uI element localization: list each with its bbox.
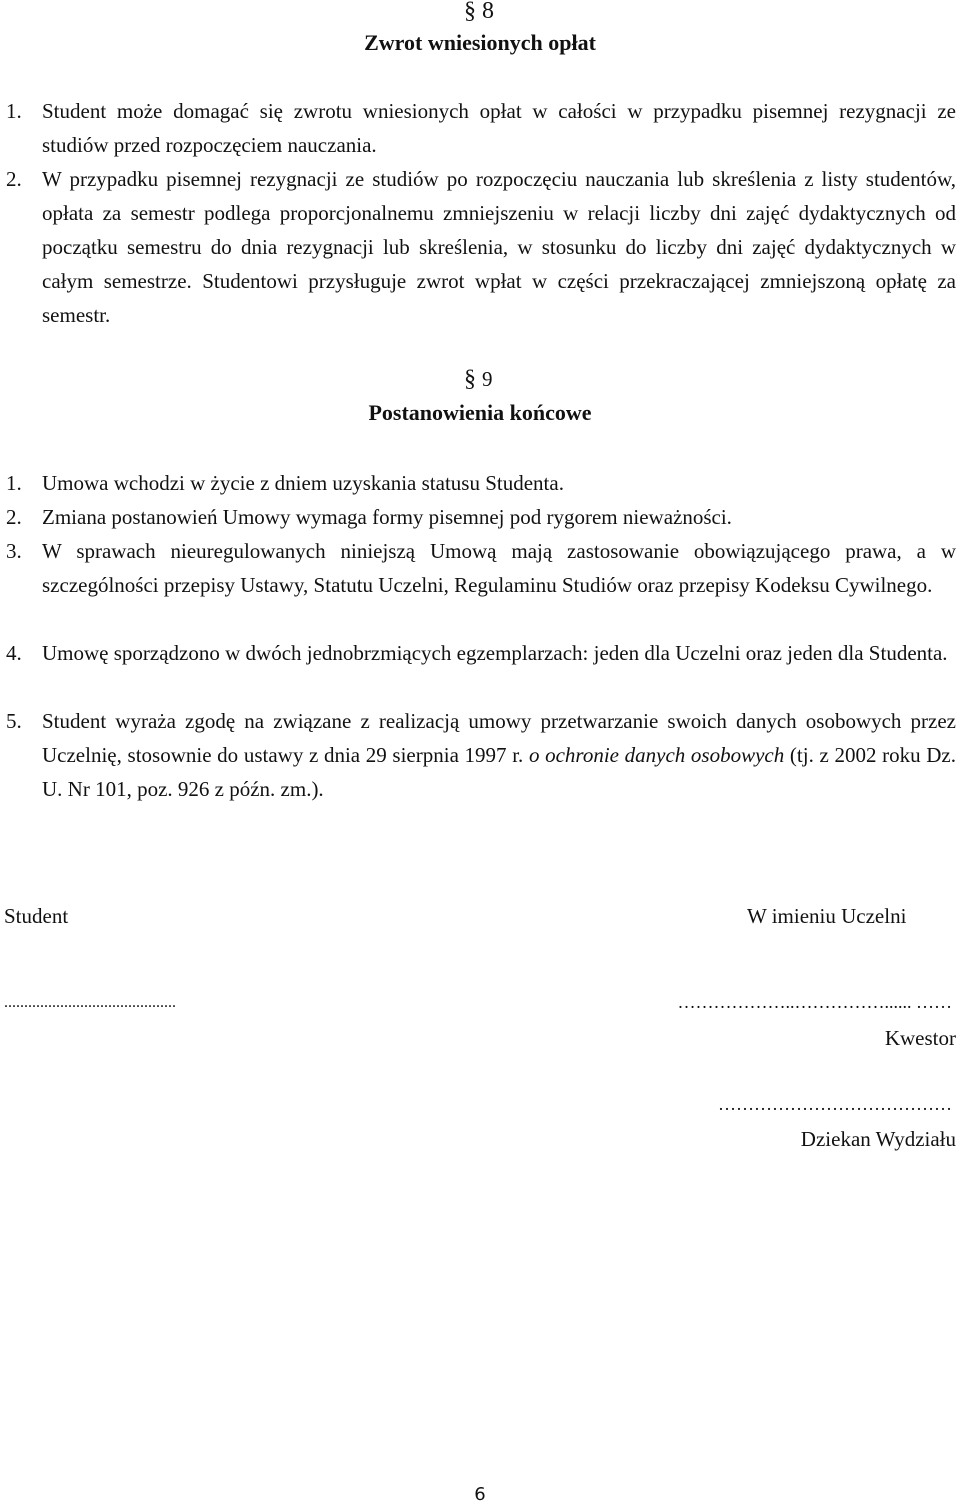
list-item-number: 2. xyxy=(6,505,22,529)
section-8-number: § 8 xyxy=(464,0,494,24)
kwestor-signature-line: ………………..……………...... …… xyxy=(677,992,952,1012)
list-item-text: W sprawach nieuregulowanych niniejszą Umową mają zastosowanie obowiązującego prawa, a w szczególności przepisy Ustawy, Statutu Uczelni, Regulaminu Studiów oraz przepisy Kodeksu Cywilnego. xyxy=(42,539,956,597)
list-item-number: 4. xyxy=(6,641,22,665)
list-item-number: 5. xyxy=(6,709,22,733)
list-item-text: Student może domagać się zwrotu wniesionych opłat w całości w przypadku pisemnej rezygnacji ze studiów przed rozpoczęciem nauczania. xyxy=(42,99,956,157)
list-item xyxy=(6,162,956,332)
list-item xyxy=(6,534,956,602)
section-9-number: § 9 xyxy=(464,366,493,392)
section-8-title: Zwrot wniesionych opłat xyxy=(364,30,596,55)
university-signature-label: W imieniu Uczelni xyxy=(747,904,907,928)
page-number: 6 xyxy=(474,1484,486,1505)
list-item xyxy=(6,94,956,162)
kwestor-label: Kwestor xyxy=(884,1026,956,1050)
student-signature-label: Student xyxy=(4,904,69,928)
list-item-text: Zmiana postanowień Umowy wymaga formy pisemnej pod rygorem nieważności. xyxy=(42,505,732,529)
list-item-text: W przypadku pisemnej rezygnacji ze studiów po rozpoczęciu nauczania lub skreślenia z listy studentów, opłata za semestr podlega proporcjonalnemu zmniejszeniu w relacji liczby dni zajęć dydaktycznych od początku semestru do dnia rezygnacji lub skreślenia, w stosunku do liczby dni zajęć dydaktycznych w całym semestrze. Studentowi przysługuje zwrot wpłat w części przekraczającej zmniejszoną opłatę za semestr. xyxy=(42,167,956,327)
list-item xyxy=(6,636,956,670)
list-item-number: 1. xyxy=(6,471,22,495)
list-item-text: Umowę sporządzono w dwóch jednobrzmiących egzemplarzach: jeden dla Uczelni oraz jeden dla Studenta. xyxy=(42,641,948,665)
law-title: o ochronie danych osobowych xyxy=(528,743,785,767)
list-item xyxy=(6,500,956,534)
list-item-text: Umowa wchodzi w życie z dniem uzyskania statusu Studenta. xyxy=(42,471,564,495)
student-signature-line: ........................................... xyxy=(4,994,176,1011)
dean-signature-line: ………………………………… xyxy=(718,1094,952,1114)
list-item-text: Student wyraża zgodę na związane z realizacją umowy przetwarzanie swoich danych osobowych przez Uczelnię, stosownie do ustawy z dnia 29 sierpnia 1997 r. o ochronie danych osobowych (tj. z 2002 roku Dz. U. Nr 101, poz. 926 z późn. zm.). xyxy=(42,709,956,801)
section-9-title: Postanowienia końcowe xyxy=(368,400,592,425)
list-item xyxy=(6,466,956,500)
list-item-number: 3. xyxy=(6,539,22,563)
list-item xyxy=(6,704,956,806)
list-item-number: 1. xyxy=(6,99,22,123)
list-item-number: 2. xyxy=(6,167,22,191)
dean-label: Dziekan Wydziału xyxy=(800,1127,956,1151)
